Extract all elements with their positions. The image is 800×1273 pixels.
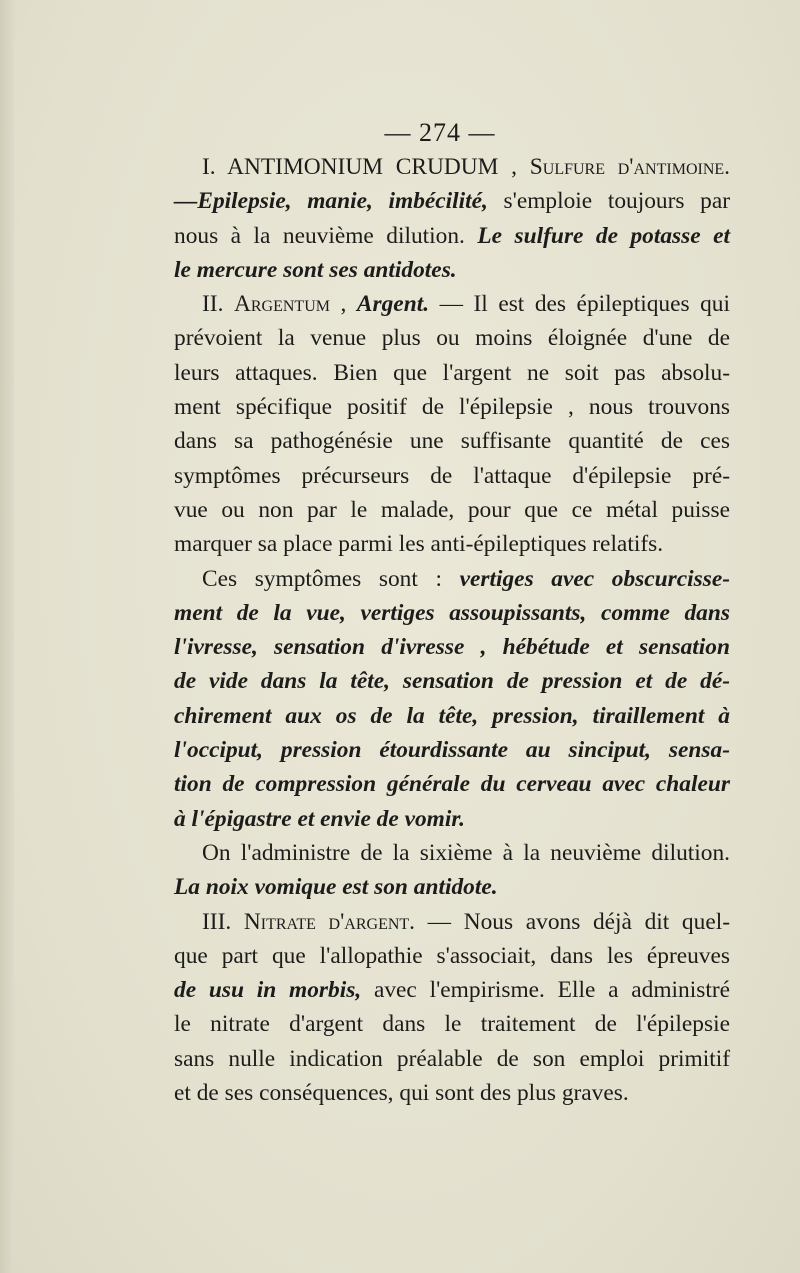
text-line [174, 184, 730, 218]
text-line: que part que l'allopathie s'associait, dans les épreuves [174, 942, 730, 969]
dose-line: On l'administre de la sixième à la neuvième dilution. [202, 839, 730, 866]
text-run: — Nous avons déjà dit quel- [415, 908, 730, 935]
page-body [174, 150, 730, 1110]
section-ii-french-name: Argent. [356, 291, 430, 318]
symptoms-line [174, 767, 730, 801]
symptom-run: à l'épigastre et envie de vomir. [174, 805, 466, 832]
text-line: et de ses conséquences, qui sont des plus graves. [174, 1080, 629, 1107]
antidote-line [174, 870, 730, 904]
text-run: — Il est des épileptiques qui [429, 291, 731, 318]
symptoms-line [174, 733, 730, 767]
text-line [174, 973, 730, 1007]
text-line: ment spécifique positif de l'épilepsie , nous trouvons [174, 394, 730, 421]
section-i-antidote-cont: le mercure sont ses antidotes. [174, 256, 457, 283]
section-i-separator: , [498, 154, 530, 180]
text-line: prévoient la venue plus ou moins éloignée d'une de [174, 325, 730, 352]
text-line: symptômes précurseurs de l'attaque d'épilepsie pré- [174, 462, 730, 489]
text-line: le nitrate d'argent dans le traitement de l'épilepsie [174, 1011, 730, 1038]
page-number: — 274 — [384, 118, 496, 147]
text-line: marquer sa place parmi les anti-épileptiques relatifs. [174, 531, 664, 558]
section-ii-separator: , [329, 291, 357, 318]
text-run: Ces symptômes sont : [202, 565, 460, 592]
symptoms-line [174, 596, 730, 630]
text-line: vue ou non par le malade, pour que ce métal puisse [174, 496, 730, 523]
symptoms-line [174, 699, 730, 733]
text-line: dans sa pathogénésie une suffisante quantité de ces [174, 428, 730, 455]
text-line: sans nulle indication préalable de son emploi primitif [174, 1045, 730, 1072]
symptom-run: chirement aux os de la tête, pression, tiraillement à [174, 702, 730, 729]
section-i-numeral: I. [202, 154, 228, 180]
latin-phrase: de usu in morbis, [174, 977, 362, 1004]
symptom-run: ment de la vue, vertiges assoupissants, comme dans [174, 599, 730, 626]
symptom-run: de vide dans la tête, sensation de pression et de dé- [174, 668, 730, 695]
section-ii-numeral: II. [202, 291, 234, 318]
text-run: avec l'empirisme. Elle a administré [361, 977, 730, 1004]
text-line: leurs attaques. Bien que l'argent ne soit pas absolu- [174, 359, 730, 386]
symptoms-line [174, 562, 730, 596]
section-ii-heading-line [174, 287, 730, 321]
text-run: s'emploie toujours par [487, 188, 730, 215]
section-i-antidote: Le sulfure de potasse et [477, 222, 730, 249]
symptom-run: l'ivresse, sensation d'ivresse , hébétude et sensation [174, 634, 730, 661]
section-ii-name: Argentum [233, 291, 330, 318]
symptoms-line [174, 664, 730, 698]
section-i-name: ANTIMONIUM CRUDUM [227, 154, 499, 180]
text-line [174, 253, 730, 287]
antidote-run: La noix vomique est son antidote. [174, 874, 498, 901]
symptom-run: tion de compression générale du cerveau avec chaleur [174, 771, 730, 798]
page-edge-shadow [0, 0, 14, 1273]
section-i-french-name: Sulfure d'antimoine. [529, 154, 731, 180]
symptoms-line [174, 630, 730, 664]
symptom-run: vertiges avec obscurcisse- [459, 565, 730, 592]
section-i-heading-line [174, 150, 730, 184]
text-line [174, 219, 730, 253]
section-i-symptoms: —Epilepsie, manie, imbécilité, [174, 188, 488, 215]
symptom-run: l'occiput, pression étourdissante au sinciput, sensa- [174, 737, 730, 764]
text-run: nous à la neuvième dilution. [174, 222, 478, 249]
section-iii-name: Nitrate d'argent. [243, 908, 416, 935]
section-iii-numeral: III. [202, 908, 244, 935]
symptoms-line [174, 802, 730, 836]
section-iii-heading-line [174, 905, 730, 939]
